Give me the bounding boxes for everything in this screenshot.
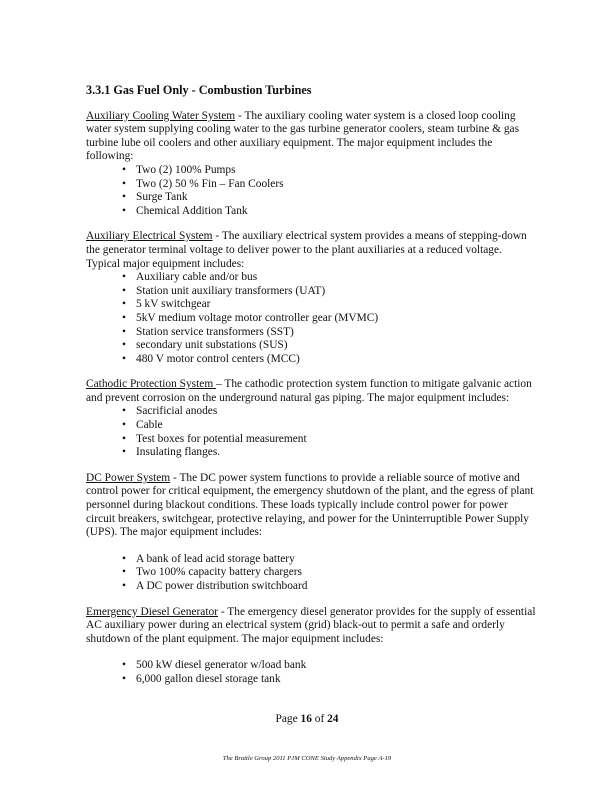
list-item: • Test boxes for potential measurement xyxy=(122,433,538,447)
spacer xyxy=(86,646,538,659)
list-item: • Auxiliary cable and/or bus xyxy=(122,271,538,285)
list-item: • 500 kW diesel generator w/load bank xyxy=(122,659,538,673)
section-cathodic-protection xyxy=(86,378,538,460)
title-separator: - xyxy=(218,605,228,618)
list-item: • A bank of lead acid storage battery xyxy=(122,553,538,567)
section-auxiliary-electrical xyxy=(86,230,538,366)
list-item: • 5kV medium voltage motor controller gear (MVMC) xyxy=(122,312,538,326)
section-text: The cathodic protection system function to mitigate galvanic action and prevent corrosion on the underground natural gas piping. The major equipment includes: xyxy=(86,378,532,404)
section-text: The auxiliary cooling water system is a closed loop cooling water system supplying cooling water to the gas turbine generator coolers, steam turbine & gas turbine lube oil coolers and other auxiliary equipment. The major equipment includes the following: xyxy=(86,109,520,163)
section-title: Auxiliary Cooling Water System xyxy=(86,109,236,122)
list-item: • Station service transformers (SST) xyxy=(122,326,538,340)
title-separator: - xyxy=(235,109,245,122)
section-title: Emergency Diesel Generator xyxy=(86,605,218,618)
list-item: • Two (2) 100% Pumps xyxy=(122,164,538,178)
section-text: The DC power system functions to provide a reliable source of motive and control power for critical equipment, the emergency shutdown of the plant, and the egress of plant personnel during blackout conditions. These loads typically include control power for power circuit breakers, switchgear, protective relaying, and power for the Uninterruptible Power Supply (UPS). The major equipment includes: xyxy=(86,471,534,539)
list-item: • Surge Tank xyxy=(122,191,538,205)
equipment-list xyxy=(86,271,538,366)
title-separator: – xyxy=(216,378,225,391)
section-text: The emergency diesel generator provides for the supply of essential AC auxiliary power during an electrical system (grid) black-out to permit a safe and orderly shutdown of the plant equipment. The major equipment includes: xyxy=(86,605,536,645)
page-number xyxy=(0,713,614,725)
title-separator: - xyxy=(170,471,180,484)
list-item: • Two (2) 50 % Fin – Fan Coolers xyxy=(122,178,538,192)
page-number-total: 24 xyxy=(327,713,339,725)
title-separator: - xyxy=(212,230,222,243)
list-item: • secondary unit substations (SUS) xyxy=(122,339,538,353)
section-paragraph xyxy=(86,378,538,405)
section-paragraph xyxy=(86,230,538,271)
page-number-current: 16 xyxy=(300,713,312,725)
section-title: Auxiliary Electrical System xyxy=(86,230,213,243)
list-item: • Chemical Addition Tank xyxy=(122,205,538,219)
section-paragraph xyxy=(86,606,538,647)
document-footer: The Brattle Group 2011 PJM CONE Study Appendix Page A-19 xyxy=(222,755,392,762)
section-emergency-diesel-generator xyxy=(86,606,538,687)
equipment-list xyxy=(86,659,538,686)
equipment-list xyxy=(86,553,538,594)
document-body xyxy=(86,84,538,699)
list-item: • Station unit auxiliary transformers (UAT) xyxy=(122,285,538,299)
list-item: • 480 V motor control centers (MCC) xyxy=(122,353,538,367)
section-title: Cathodic Protection System xyxy=(86,378,217,391)
section-text: The auxiliary electrical system provides a means of stepping-down the generator terminal voltage to deliver power to the plant auxiliaries at a reduced voltage. Typical major equipment includes: xyxy=(86,230,527,270)
list-item: • Two 100% capacity battery chargers xyxy=(122,566,538,580)
list-item: • Cable xyxy=(122,419,538,433)
section-paragraph xyxy=(86,472,538,540)
page-number-middle: of xyxy=(311,713,328,725)
section-paragraph xyxy=(86,110,538,164)
section-dc-power xyxy=(86,472,538,594)
section-title: DC Power System xyxy=(86,471,171,484)
list-item: • Sacrificial anodes xyxy=(122,405,538,419)
list-item: • Insulating flanges. xyxy=(122,446,538,460)
section-auxiliary-cooling-water xyxy=(86,110,538,219)
list-item: • A DC power distribution switchboard xyxy=(122,580,538,594)
equipment-list xyxy=(86,405,538,459)
list-item: • 6,000 gallon diesel storage tank xyxy=(122,673,538,687)
spacer xyxy=(86,540,538,553)
list-item: • 5 kV switchgear xyxy=(122,298,538,312)
section-heading: 3.3.1 Gas Fuel Only - Combustion Turbines xyxy=(86,83,312,97)
page-number-prefix: Page xyxy=(275,713,301,725)
equipment-list xyxy=(86,164,538,218)
